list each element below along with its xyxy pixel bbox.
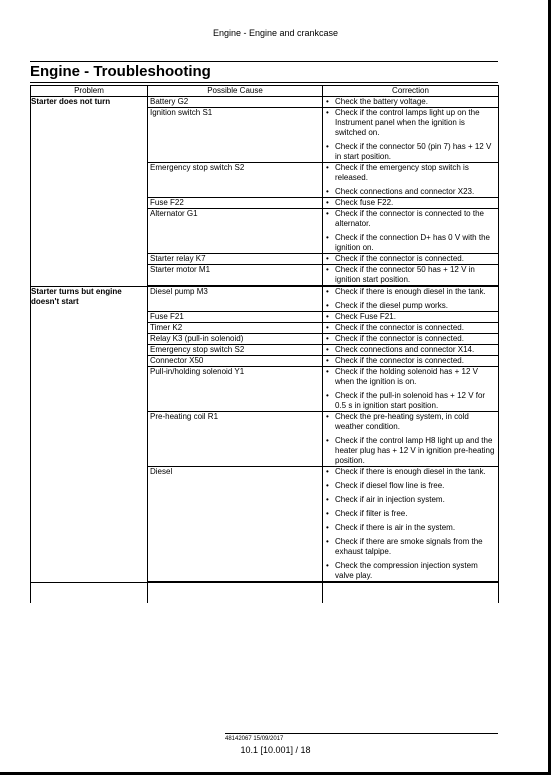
correction-item: • Check if the connector is connected. xyxy=(323,323,498,333)
correction-list xyxy=(323,254,498,265)
correction-list xyxy=(323,334,498,345)
correction-item: • Check if filter is free. xyxy=(323,509,498,523)
correction-list xyxy=(323,265,498,286)
correction-item: • Check connections and connector X14. xyxy=(323,345,498,355)
correction-list xyxy=(323,323,498,334)
footer-rule xyxy=(225,733,498,734)
correction-item: • Check the pre-heating system, in cold weather condition. xyxy=(323,412,498,436)
title-rule-top xyxy=(30,61,498,62)
correction-item: • Check if there is enough diesel in the tank. xyxy=(323,467,498,481)
page-title: Engine - Troubleshooting xyxy=(30,63,211,80)
correction-list xyxy=(323,312,498,323)
correction-list xyxy=(323,345,498,356)
correction-list xyxy=(323,209,498,254)
correction-item: • Check if the connector is connected. xyxy=(323,356,498,366)
correction-list xyxy=(323,367,498,412)
correction-list xyxy=(323,467,498,582)
correction-item: • Check if the emergency stop switch is released. xyxy=(323,163,498,187)
table-header-row xyxy=(31,86,499,97)
cause-entry: Timer K2 xyxy=(148,323,322,334)
correction-item: • Check if the connector is connected to the alternator. xyxy=(323,209,498,233)
correction-list xyxy=(323,412,498,467)
cause-entry: Diesel pump M3 xyxy=(148,287,322,312)
title-rule-bottom xyxy=(30,82,498,83)
correction-item: • Check if the holding solenoid has + 12 V when the ignition is on. xyxy=(323,367,498,391)
cause-entry: Diesel xyxy=(148,467,322,582)
correction-list xyxy=(323,287,498,312)
cause-entry: Battery G2 xyxy=(148,97,322,108)
correction-item: • Check Fuse F21. xyxy=(323,312,498,322)
cause-entry: Pre-heating coil R1 xyxy=(148,412,322,467)
correction-list xyxy=(323,97,498,108)
footer-page-number: 10.1 [10.001] / 18 xyxy=(240,745,311,755)
correction-list xyxy=(323,198,498,209)
footer-doc-ref: 48142067 15/09/2017 xyxy=(225,736,284,742)
cause-entry: Fuse F21 xyxy=(148,312,322,323)
troubleshooting-table xyxy=(30,85,499,603)
table-tail-cell xyxy=(323,583,499,604)
cause-entry: Relay K3 (pull-in solenoid) xyxy=(148,334,322,345)
cause-column-cell xyxy=(148,287,323,583)
correction-item: • Check the compression injection system valve play. xyxy=(323,561,498,581)
correction-list xyxy=(323,356,498,367)
correction-item: • Check if the connector 50 (pin 7) has + 12 V in start position. xyxy=(323,142,498,162)
correction-list xyxy=(323,108,498,163)
correction-item: • Check if the control lamps light up on the Instrument panel when the ignition is switched on. xyxy=(323,108,498,142)
correction-item: • Check fuse F22. xyxy=(323,198,498,208)
correction-item: • Check if diesel flow line is free. xyxy=(323,481,498,495)
column-header-correction: Correction xyxy=(323,86,499,97)
cause-entry: Pull-in/holding solenoid Y1 xyxy=(148,367,322,412)
cause-entry: Starter relay K7 xyxy=(148,254,322,265)
cause-entry: Emergency stop switch S2 xyxy=(148,345,322,356)
correction-item: • Check if the pull-in solenoid has + 12 V for 0.5 s in ignition start position. xyxy=(323,391,498,411)
table-body xyxy=(31,97,499,604)
correction-item: • Check if the connection D+ has 0 V with the ignition on. xyxy=(323,233,498,253)
cause-column-cell xyxy=(148,97,323,287)
column-header-cause: Possible Cause xyxy=(148,86,323,97)
correction-item: • Check the battery voltage. xyxy=(323,97,498,107)
cause-entry: Fuse F22 xyxy=(148,198,322,209)
problem-cell: Starter does not turn xyxy=(31,97,148,287)
cause-entry: Starter motor M1 xyxy=(148,265,322,286)
correction-item: • Check if there is air in the system. xyxy=(323,523,498,537)
table-tail-cell xyxy=(31,583,148,604)
correction-item: • Check if the diesel pump works. xyxy=(323,301,498,311)
cause-entry: Emergency stop switch S2 xyxy=(148,163,322,198)
table-tail-cell xyxy=(148,583,323,604)
correction-item: • Check if there are smoke signals from the exhaust talpipe. xyxy=(323,537,498,561)
problem-cell: Starter turns but engine doesn't start xyxy=(31,287,148,583)
correction-item: • Check if air in injection system. xyxy=(323,495,498,509)
correction-item: • Check if the connector is connected. xyxy=(323,334,498,344)
page-header: Engine - Engine and crankcase xyxy=(212,28,339,38)
correction-item: • Check connections and connector X23. xyxy=(323,187,498,197)
column-header-problem: Problem xyxy=(31,86,148,97)
cause-entry: Alternator G1 xyxy=(148,209,322,254)
correction-column-cell xyxy=(323,97,499,287)
correction-item: • Check if the connector 50 has + 12 V in ignition start position. xyxy=(323,265,498,285)
cause-entry: Ignition switch S1 xyxy=(148,108,322,163)
table-tail-row xyxy=(31,583,499,604)
correction-column-cell xyxy=(323,287,499,583)
correction-item: • Check if the control lamp H8 light up and the heater plug has + 12 V in ignition pre-heating position. xyxy=(323,436,498,466)
cause-entry: Connector X50 xyxy=(148,356,322,367)
correction-list xyxy=(323,163,498,198)
problem-group-row xyxy=(31,287,499,583)
correction-item: • Check if there is enough diesel in the tank. xyxy=(323,287,498,301)
correction-item: • Check if the connector is connected. xyxy=(323,254,498,264)
problem-group-row xyxy=(31,97,499,287)
